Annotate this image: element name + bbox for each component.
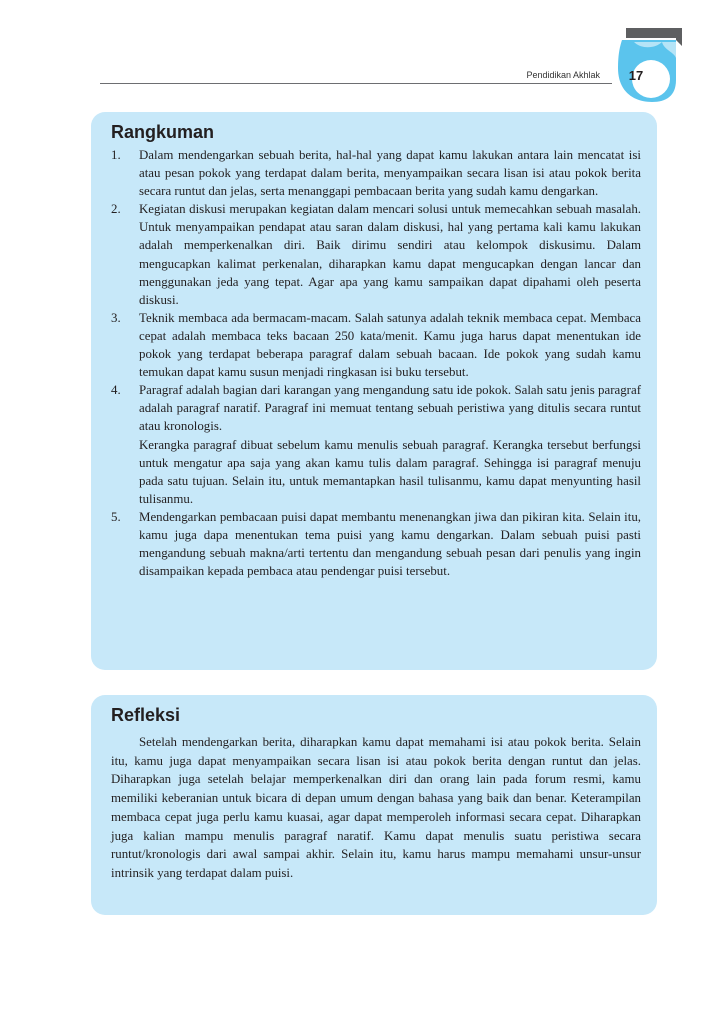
summary-box xyxy=(91,112,657,670)
header-rule xyxy=(100,83,612,84)
summary-item xyxy=(111,146,641,200)
summary-title: Rangkuman xyxy=(111,122,215,142)
summary-item xyxy=(111,508,641,580)
item-text: Kerangka paragraf dibuat sebelum kamu menulis sebuah paragraf. Kerangka tersebut berfungsi untuk mengatur apa saja yang akan kamu tulis dalam paragraf. Sehingga isi paragraf menuju pada satu tujuan. Selain itu, untuk memantapkan hasil tulisanmu, kamu dapat menyunting hasil tulisanmu. xyxy=(139,437,641,506)
reflection-title: Refleksi xyxy=(111,705,181,725)
item-text: Paragraf adalah bagian dari karangan yang mengandung satu ide pokok. Salah satu jenis paragraf adalah paragraf naratif. Paragraf ini memuat tentang sebuah peristiwa yang ditulis secara runtut atau kronologis. xyxy=(139,383,641,434)
item-text: Kegiatan diskusi merupakan kegiatan dalam mencari solusi untuk memecahkan sebuah masalah. Untuk menyampaikan pendapat atau saran dalam diskusi, hal yang pertama kali kamu lakukan adalah memperkenalkan diri. Baik dirimu sendiri atau kelompok diskusimu. Dalam mengucapkan kalimat perkenalan, diharapkan kamu dapat mengucapkan dengan lancar dan menggunakan jeda yang tepat. Agar apa yang kamu sampaikan dapat dipahami oleh peserta diskusi. xyxy=(139,202,641,307)
summary-item xyxy=(111,309,641,381)
item-number: 4. xyxy=(111,383,121,398)
book-title: Pendidikan Akhlak xyxy=(526,70,600,80)
summary-item xyxy=(111,200,641,309)
item-number: 2. xyxy=(111,202,121,217)
item-number: 3. xyxy=(111,310,121,325)
summary-list xyxy=(111,146,641,580)
page-number: 17 xyxy=(628,68,644,83)
item-number: 1. xyxy=(111,148,121,162)
item-text: Mendengarkan pembacaan puisi dapat membantu menenangkan jiwa dan pikiran kita. Selain itu, kamu juga dapa menentukan tema puisi yang kamu dengarkan. Dalam sebuah puisi pasti mengandung sebuah makna/arti tertentu dan mengandung sebuah pesan dari penulis yang ingin disampaikan kepada pembaca atau pendengar puisi tersebut. xyxy=(139,509,641,579)
item-text: Teknik membaca ada bermacam-macam. Salah satunya adalah teknik membaca cepat. Membaca cepat adalah membaca teks bacaan 250 kata/menit. Kamu juga harus dapat menentukan ide pokok yang terdapat beberapa paragraf dalam sebuah bacaan. Ide pokok yang sudah kamu temukan dapat kamu susun menjadi ringkasan isi buku tersebut. xyxy=(139,310,641,380)
summary-item xyxy=(111,381,641,508)
reflection-text: Setelah mendengarkan berita, diharapkan kamu dapat memahami isi atau pokok berita. Selain itu, kamu juga dapat menyampaikan secara lisan isi atau pokok berita dengan runtut dan jelas. Diharapkan juga setelah belajar memperkenalkan diri dan orang lain pada forum resmi, kamu memiliki keberanian untuk bicara di depan umum dengan bahasa yang baik dan benar. Keterampilan membaca cepat juga perlu kamu kuasai, agar dapat memperoleh informasi secara cepat. Diharapkan juga kalian mampu menulis paragraf naratif. Kamu dapat menulis suatu peristiwa secara runtut/kronologis dari awal sampai akhir. Selain itu, kamu harus mampu memahami unsur-unsur intrinsik yang terdapat dalam puisi. xyxy=(111,735,641,880)
item-number: 5. xyxy=(111,509,121,524)
page-corner-tab-icon xyxy=(612,28,682,103)
item-text: Dalam mendengarkan sebuah berita, hal-hal yang dapat kamu lakukan antara lain mencatat isi atau pesan pokok yang terdapat dalam berita, menyampaikan secara lisan isi atau pokok berita secara runtut dan jelas, serta menanggapi pembacaan berita yang sudah kamu dengarkan. xyxy=(139,148,641,199)
reflection-box xyxy=(91,695,657,915)
